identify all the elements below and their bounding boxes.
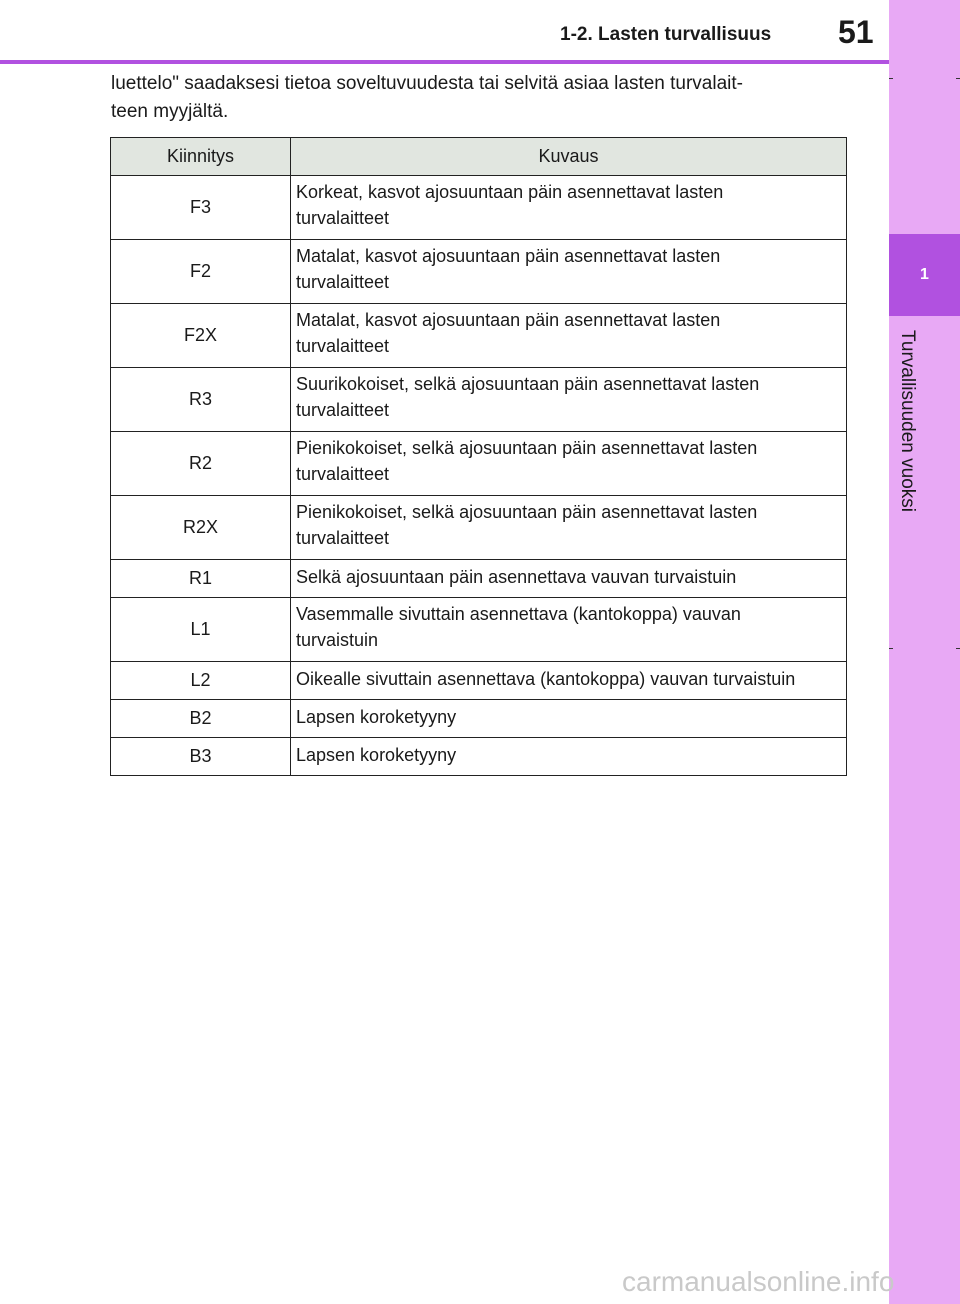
- fixture-description: [291, 304, 847, 368]
- description-line: turvalaitteet: [296, 272, 390, 292]
- chapter-number: 1: [920, 266, 929, 283]
- description-line: Lapsen koroketyyny: [296, 745, 457, 765]
- fixture-description: [291, 432, 847, 496]
- description-line: Korkeat, kasvot ajosuuntaan päin asennettavat lasten: [296, 182, 724, 202]
- fixture-description: [291, 662, 847, 700]
- table-row: [111, 662, 847, 700]
- table-row: [111, 700, 847, 738]
- table-row: [111, 240, 847, 304]
- fixture-code: R1: [111, 560, 291, 598]
- intro-paragraph: [111, 70, 871, 126]
- watermark: carmanualsonline.info: [622, 1266, 895, 1297]
- fixture-code: F2: [111, 240, 291, 304]
- description-line: Matalat, kasvot ajosuuntaan päin asennettavat lasten: [296, 246, 721, 266]
- page-number: 51: [838, 14, 874, 50]
- fixture-code: F3: [111, 176, 291, 240]
- crop-mark: [956, 648, 960, 649]
- intro-line: teen myyjältä.: [111, 101, 229, 122]
- description-line: Pienikokoiset, selkä ajosuuntaan päin asennettavat lasten: [296, 502, 758, 522]
- child-seat-table: [110, 137, 847, 776]
- crop-mark: [889, 78, 893, 79]
- description-line: turvalaitteet: [296, 400, 390, 420]
- fixture-code: R3: [111, 368, 291, 432]
- description-line: turvalaitteet: [296, 528, 390, 548]
- header-kiinnitys: Kiinnitys: [111, 138, 291, 176]
- description-line: turvalaitteet: [296, 208, 390, 228]
- table-row: [111, 304, 847, 368]
- table-row: [111, 496, 847, 560]
- fixture-description: [291, 240, 847, 304]
- side-strip: [889, 0, 960, 1304]
- fixture-description: [291, 598, 847, 662]
- description-line: turvalaitteet: [296, 336, 390, 356]
- description-line: Lapsen koroketyyny: [296, 707, 457, 727]
- fixture-code: F2X: [111, 304, 291, 368]
- table-row: [111, 738, 847, 776]
- description-line: turvaistuin: [296, 630, 379, 650]
- fixture-code: R2X: [111, 496, 291, 560]
- table-row: [111, 368, 847, 432]
- description-line: Vasemmalle sivuttain asennettava (kantokoppa) vauvan: [296, 604, 741, 624]
- description-line: Pienikokoiset, selkä ajosuuntaan päin asennettavat lasten: [296, 438, 758, 458]
- fixture-description: [291, 738, 847, 776]
- fixture-code: L1: [111, 598, 291, 662]
- description-line: Oikealle sivuttain asennettava (kantokoppa) vauvan turvaistuin: [296, 669, 796, 689]
- description-line: Suurikokoiset, selkä ajosuuntaan päin asennettavat lasten: [296, 374, 760, 394]
- header-kuvaus: Kuvaus: [291, 138, 847, 176]
- section-title: 1-2. Lasten turvallisuus: [560, 24, 772, 45]
- table-header-row: [111, 138, 847, 176]
- intro-line: luettelo" saadaksesi tietoa soveltuvuudesta tai selvitä asiaa lasten turvalait-: [111, 73, 743, 94]
- fixture-code: L2: [111, 662, 291, 700]
- description-line: turvalaitteet: [296, 464, 390, 484]
- fixture-code: R2: [111, 432, 291, 496]
- header-rule: [0, 60, 889, 64]
- fixture-description: [291, 368, 847, 432]
- chapter-title: Turvallisuuden vuoksi: [897, 330, 918, 512]
- table-row: [111, 598, 847, 662]
- fixture-description: [291, 176, 847, 240]
- crop-mark: [956, 78, 960, 79]
- description-line: Selkä ajosuuntaan päin asennettava vauvan turvaistuin: [296, 567, 737, 587]
- table-row: [111, 176, 847, 240]
- fixture-code: B3: [111, 738, 291, 776]
- fixture-code: B2: [111, 700, 291, 738]
- fixture-description: [291, 560, 847, 598]
- crop-mark: [889, 648, 893, 649]
- fixture-description: [291, 700, 847, 738]
- table-row: [111, 432, 847, 496]
- table-row: [111, 560, 847, 598]
- fixture-description: [291, 496, 847, 560]
- description-line: Matalat, kasvot ajosuuntaan päin asennettavat lasten: [296, 310, 721, 330]
- chapter-tab[interactable]: [889, 234, 960, 316]
